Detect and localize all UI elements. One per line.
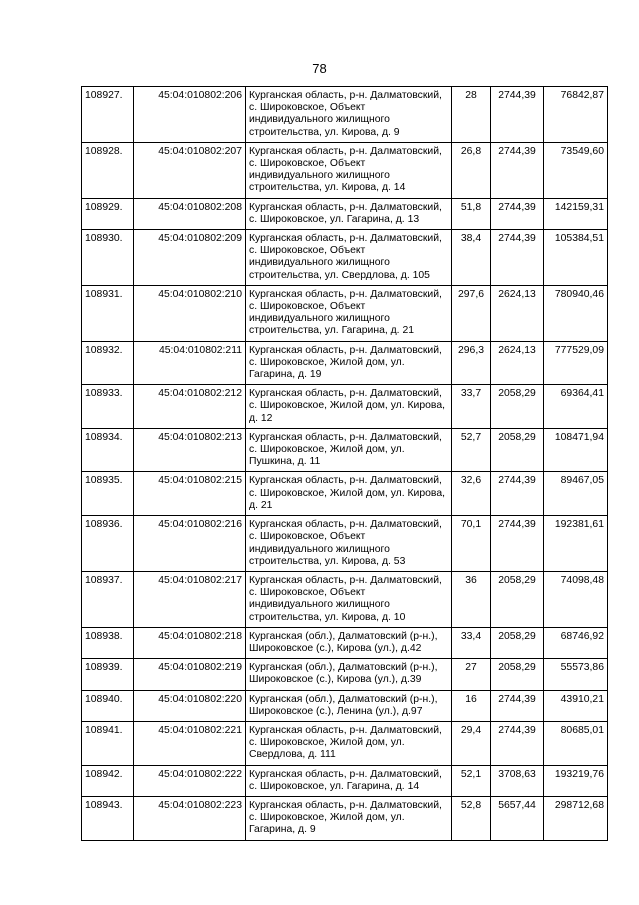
row-number-cell: 108927. [82,87,134,143]
cadastral-value-cell: 142159,31 [544,198,608,229]
row-number-cell: 108937. [82,571,134,627]
area-cell: 296,3 [452,341,491,385]
cadastral-value-cell: 108471,94 [544,428,608,472]
address-cell: Курганская область, р-н. Далматовский, с. Широковское, Объект индивидуального жилищного строительства, ул. Кирова, д. 53 [246,516,452,572]
cadastral-value-cell: 193219,76 [544,765,608,796]
area-cell: 52,8 [452,796,491,840]
cadastral-number-cell: 45:04:010802:215 [134,472,246,516]
cadastral-value-table [81,86,608,841]
address-cell: Курганская область, р-н. Далматовский, с. Широковское, ул. Гагарина, д. 13 [246,198,452,229]
area-cell: 29,4 [452,721,491,765]
table-row [82,627,608,658]
table-row [82,721,608,765]
area-cell: 52,7 [452,428,491,472]
cadastral-number-cell: 45:04:010802:216 [134,516,246,572]
specific-value-cell: 2058,29 [491,428,544,472]
specific-value-cell: 2058,29 [491,385,544,429]
specific-value-cell: 2744,39 [491,690,544,721]
cadastral-value-cell: 69364,41 [544,385,608,429]
table-row [82,385,608,429]
table-row [82,341,608,385]
area-cell: 51,8 [452,198,491,229]
cadastral-number-cell: 45:04:010802:209 [134,230,246,286]
specific-value-cell: 2744,39 [491,142,544,198]
row-number-cell: 108942. [82,765,134,796]
table-row [82,198,608,229]
cadastral-value-cell: 74098,48 [544,571,608,627]
address-cell: Курганская область, р-н. Далматовский, с. Широковское, Жилой дом, ул. Кирова, д. 21 [246,472,452,516]
table-row [82,428,608,472]
address-cell: Курганская область, р-н. Далматовский, с. Широковское, Жилой дом, ул. Гагарина, д. 9 [246,796,452,840]
area-cell: 33,7 [452,385,491,429]
specific-value-cell: 2058,29 [491,571,544,627]
row-number-cell: 108939. [82,659,134,690]
address-cell: Курганская область, р-н. Далматовский, с. Широковское, Жилой дом, ул. Кирова, д. 12 [246,385,452,429]
address-cell: Курганская область, р-н. Далматовский, с. Широковское, Объект индивидуального жилищного строительства, ул. Свердлова, д. 105 [246,230,452,286]
row-number-cell: 108929. [82,198,134,229]
specific-value-cell: 2744,39 [491,472,544,516]
table-row [82,516,608,572]
address-cell: Курганская (обл.), Далматовский (р-н.), Широковское (с.), Ленина (ул.), д.97 [246,690,452,721]
cadastral-value-cell: 192381,61 [544,516,608,572]
area-cell: 32,6 [452,472,491,516]
address-cell: Курганская область, р-н. Далматовский, с. Широковское, Жилой дом, ул. Свердлова, д. 111 [246,721,452,765]
table-row [82,87,608,143]
specific-value-cell: 2744,39 [491,516,544,572]
area-cell: 16 [452,690,491,721]
table-row [82,796,608,840]
address-cell: Курганская область, р-н. Далматовский, с. Широковское, Объект индивидуального жилищного строительства, ул. Кирова, д. 9 [246,87,452,143]
specific-value-cell: 2624,13 [491,285,544,341]
table-row [82,659,608,690]
address-cell: Курганская область, р-н. Далматовский, с. Широковское, Жилой дом, ул. Гагарина, д. 19 [246,341,452,385]
address-cell: Курганская область, р-н. Далматовский, с. Широковское, Объект индивидуального жилищного строительства, ул. Гагарина, д. 21 [246,285,452,341]
cadastral-number-cell: 45:04:010802:217 [134,571,246,627]
specific-value-cell: 2624,13 [491,341,544,385]
area-cell: 38,4 [452,230,491,286]
cadastral-value-cell: 43910,21 [544,690,608,721]
area-cell: 36 [452,571,491,627]
address-cell: Курганская (обл.), Далматовский (р-н.), Широковское (с.), Кирова (ул.), д.39 [246,659,452,690]
table-row [82,690,608,721]
row-number-cell: 108941. [82,721,134,765]
cadastral-number-cell: 45:04:010802:206 [134,87,246,143]
area-cell: 33,4 [452,627,491,658]
cadastral-number-cell: 45:04:010802:210 [134,285,246,341]
row-number-cell: 108933. [82,385,134,429]
cadastral-value-cell: 73549,60 [544,142,608,198]
specific-value-cell: 2058,29 [491,659,544,690]
table-row [82,765,608,796]
table-row [82,285,608,341]
cadastral-value-cell: 105384,51 [544,230,608,286]
row-number-cell: 108936. [82,516,134,572]
row-number-cell: 108940. [82,690,134,721]
cadastral-number-cell: 45:04:010802:223 [134,796,246,840]
row-number-cell: 108928. [82,142,134,198]
specific-value-cell: 2058,29 [491,627,544,658]
page-number: 78 [312,61,327,76]
cadastral-value-cell: 298712,68 [544,796,608,840]
row-number-cell: 108934. [82,428,134,472]
area-cell: 26,8 [452,142,491,198]
cadastral-value-cell: 80685,01 [544,721,608,765]
cadastral-number-cell: 45:04:010802:211 [134,341,246,385]
row-number-cell: 108935. [82,472,134,516]
address-cell: Курганская область, р-н. Далматовский, с. Широковское, Объект индивидуального жилищного строительства, ул. Кирова, д. 14 [246,142,452,198]
cadastral-value-cell: 780940,46 [544,285,608,341]
cadastral-number-cell: 45:04:010802:219 [134,659,246,690]
row-number-cell: 108930. [82,230,134,286]
area-cell: 28 [452,87,491,143]
row-number-cell: 108938. [82,627,134,658]
cadastral-number-cell: 45:04:010802:208 [134,198,246,229]
cadastral-value-cell: 777529,09 [544,341,608,385]
area-cell: 27 [452,659,491,690]
cadastral-value-cell: 76842,87 [544,87,608,143]
cadastral-number-cell: 45:04:010802:207 [134,142,246,198]
address-cell: Курганская область, р-н. Далматовский, с. Широковское, Объект индивидуального жилищного строительства, ул. Кирова, д. 10 [246,571,452,627]
cadastral-value-cell: 68746,92 [544,627,608,658]
table-row [82,472,608,516]
cadastral-value-cell: 89467,05 [544,472,608,516]
area-cell: 70,1 [452,516,491,572]
specific-value-cell: 2744,39 [491,87,544,143]
cadastral-number-cell: 45:04:010802:222 [134,765,246,796]
table-row [82,142,608,198]
table-body [82,87,608,841]
address-cell: Курганская область, р-н. Далматовский, с. Широковское, ул. Гагарина, д. 14 [246,765,452,796]
specific-value-cell: 2744,39 [491,230,544,286]
cadastral-number-cell: 45:04:010802:213 [134,428,246,472]
cadastral-number-cell: 45:04:010802:218 [134,627,246,658]
address-cell: Курганская область, р-н. Далматовский, с. Широковское, Жилой дом, ул. Пушкина, д. 11 [246,428,452,472]
cadastral-value-cell: 55573,86 [544,659,608,690]
row-number-cell: 108931. [82,285,134,341]
specific-value-cell: 5657,44 [491,796,544,840]
area-cell: 297,6 [452,285,491,341]
row-number-cell: 108932. [82,341,134,385]
cadastral-number-cell: 45:04:010802:220 [134,690,246,721]
address-cell: Курганская (обл.), Далматовский (р-н.), Широковское (с.), Кирова (ул.), д.42 [246,627,452,658]
specific-value-cell: 2744,39 [491,721,544,765]
cadastral-number-cell: 45:04:010802:212 [134,385,246,429]
cadastral-number-cell: 45:04:010802:221 [134,721,246,765]
row-number-cell: 108943. [82,796,134,840]
specific-value-cell: 3708,63 [491,765,544,796]
table-row [82,230,608,286]
area-cell: 52,1 [452,765,491,796]
specific-value-cell: 2744,39 [491,198,544,229]
table-row [82,571,608,627]
